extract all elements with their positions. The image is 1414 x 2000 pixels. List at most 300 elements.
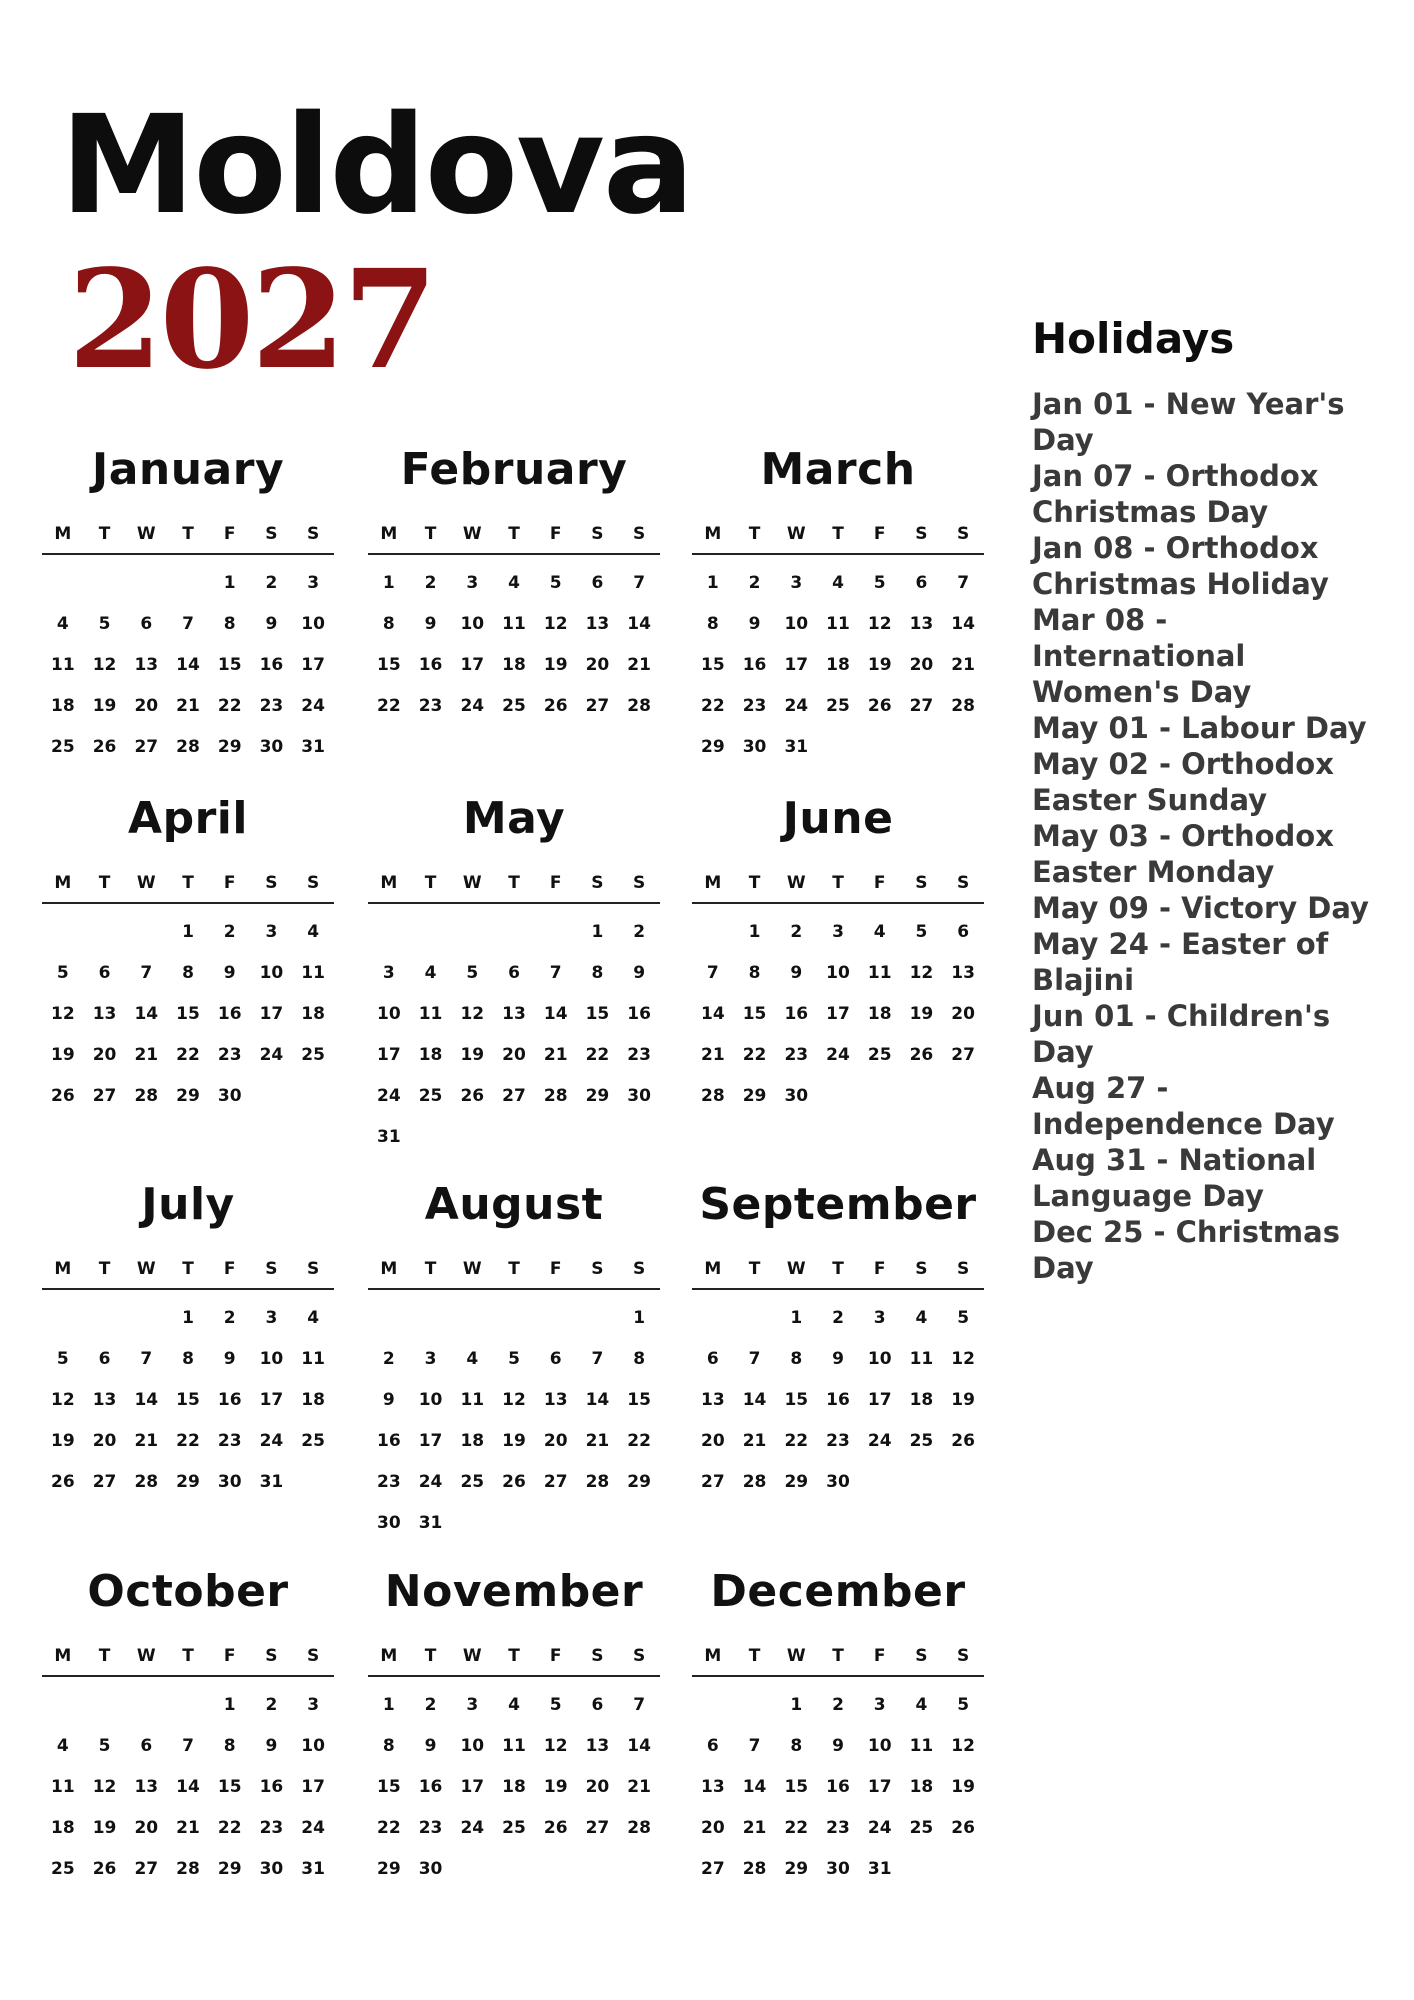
weekday-header <box>42 1259 334 1290</box>
day-cell: 9 <box>265 1736 278 1756</box>
weekday-label: F <box>223 524 236 544</box>
day-cell: 1 <box>790 1308 803 1328</box>
day-cell: 12 <box>867 614 892 634</box>
day-cell: 5 <box>549 1695 562 1715</box>
day-cell: 3 <box>466 573 479 593</box>
month-name: August <box>424 1179 604 1230</box>
day-cell: 8 <box>223 1736 236 1756</box>
day-cell: 6 <box>706 1349 719 1369</box>
day-cell: 5 <box>508 1349 520 1369</box>
day-cell: 30 <box>259 737 284 757</box>
day-cell: 18 <box>909 1390 934 1410</box>
day-cell: 23 <box>826 1431 850 1451</box>
day-cell: 4 <box>832 573 844 593</box>
day-cell: 15 <box>742 1004 767 1024</box>
day-cell: 25 <box>909 1431 934 1451</box>
day-cell: 2 <box>223 1308 236 1328</box>
holiday-item: May 03 - Orthodox Easter Monday <box>1032 819 1334 889</box>
day-cell: 8 <box>748 963 761 983</box>
day-cell: 30 <box>826 1472 850 1492</box>
day-cell: 18 <box>502 1777 526 1797</box>
day-cell: 9 <box>832 1736 844 1756</box>
day-cell: 29 <box>217 737 242 757</box>
day-cell: 6 <box>508 963 520 983</box>
day-cell: 12 <box>543 614 568 634</box>
day-grid <box>692 912 984 1117</box>
day-cell: 15 <box>176 1004 200 1024</box>
empty-day-cell <box>692 1298 734 1339</box>
weekday-label: S <box>957 524 970 544</box>
day-cell: 19 <box>867 655 892 675</box>
day-cell: 6 <box>98 1349 111 1369</box>
weekday-label: S <box>265 873 278 893</box>
day-cell: 12 <box>460 1004 485 1024</box>
day-cell: 8 <box>790 1736 803 1756</box>
weekday-label: F <box>873 873 886 893</box>
weekday-label: S <box>591 1259 604 1279</box>
empty-day-cell <box>84 563 126 604</box>
month-name: February <box>400 444 628 495</box>
day-cell: 7 <box>706 963 719 983</box>
day-cell: 8 <box>382 1736 395 1756</box>
day-cell: 1 <box>382 1695 395 1715</box>
day-cell: 14 <box>951 614 975 634</box>
day-cell: 13 <box>701 1777 725 1797</box>
day-grid <box>42 1298 334 1503</box>
day-cell: 4 <box>56 614 69 634</box>
day-cell: 20 <box>543 1431 568 1451</box>
holiday-list <box>1032 386 1382 1286</box>
day-cell: 16 <box>627 1004 651 1024</box>
day-cell: 23 <box>627 1045 651 1065</box>
empty-day-cell <box>42 1298 84 1339</box>
month-april <box>42 793 334 1117</box>
month-name: October <box>87 1566 289 1617</box>
weekday-label: S <box>265 524 278 544</box>
day-cell: 26 <box>51 1086 75 1106</box>
holiday-item: Dec 25 - Christmas Day <box>1032 1215 1340 1285</box>
day-cell: 18 <box>826 655 850 675</box>
day-cell: 25 <box>826 696 850 716</box>
day-cell: 29 <box>377 1859 401 1879</box>
day-cell: 12 <box>92 655 117 675</box>
day-cell: 30 <box>784 1086 809 1106</box>
day-cell: 13 <box>585 1736 610 1756</box>
weekday-label: M <box>380 1259 398 1279</box>
day-cell: 6 <box>549 1349 562 1369</box>
day-cell: 14 <box>134 1390 159 1410</box>
day-cell: 25 <box>909 1818 934 1838</box>
day-cell: 11 <box>51 1777 75 1797</box>
day-cell: 26 <box>502 1472 526 1492</box>
day-cell: 5 <box>98 614 111 634</box>
day-cell: 20 <box>585 655 610 675</box>
day-cell: 23 <box>217 1045 242 1065</box>
day-cell: 6 <box>591 573 604 593</box>
day-cell: 4 <box>915 1308 928 1328</box>
day-cell: 3 <box>265 1308 278 1328</box>
day-cell: 23 <box>259 1818 284 1838</box>
day-cell: 14 <box>585 1390 610 1410</box>
empty-day-cell <box>493 912 535 953</box>
holidays-panel <box>1032 314 1382 1286</box>
day-cell: 15 <box>176 1390 200 1410</box>
weekday-label: M <box>380 524 398 544</box>
holiday-item: May 24 - Easter of Blajini <box>1032 927 1329 997</box>
weekday-label: S <box>957 873 970 893</box>
day-grid <box>368 1685 660 1890</box>
weekday-header <box>368 1646 660 1677</box>
holiday-item: May 09 - Victory Day <box>1032 891 1369 925</box>
day-cell: 9 <box>382 1390 395 1410</box>
day-cell: 26 <box>543 1818 568 1838</box>
day-cell: 5 <box>957 1308 970 1328</box>
weekday-label: S <box>307 873 320 893</box>
day-cell: 20 <box>92 1045 117 1065</box>
day-cell: 12 <box>951 1349 975 1369</box>
day-cell: 4 <box>424 963 437 983</box>
weekday-header <box>692 1259 984 1290</box>
day-cell: 1 <box>223 573 236 593</box>
day-cell: 19 <box>92 696 117 716</box>
day-cell: 15 <box>377 655 401 675</box>
day-cell: 24 <box>460 696 485 716</box>
day-cell: 13 <box>909 614 934 634</box>
day-cell: 22 <box>784 1818 809 1838</box>
day-cell: 24 <box>867 1431 892 1451</box>
weekday-label: F <box>873 1646 886 1666</box>
weekday-label: W <box>462 1646 482 1666</box>
month-name: April <box>128 793 248 844</box>
empty-day-cell <box>42 563 84 604</box>
day-cell: 25 <box>418 1086 443 1106</box>
day-cell: 15 <box>627 1390 651 1410</box>
empty-day-cell <box>734 1685 776 1726</box>
day-cell: 27 <box>92 1086 117 1106</box>
day-cell: 8 <box>706 614 719 634</box>
day-cell: 23 <box>418 696 443 716</box>
day-cell: 1 <box>182 922 194 942</box>
day-cell: 19 <box>460 1045 485 1065</box>
weekday-label: T <box>748 1259 761 1279</box>
day-cell: 19 <box>909 1004 934 1024</box>
day-cell: 16 <box>418 655 443 675</box>
month-february <box>368 444 660 727</box>
day-cell: 14 <box>176 655 200 675</box>
day-cell: 22 <box>217 1818 242 1838</box>
day-cell: 18 <box>51 696 75 716</box>
day-cell: 4 <box>508 1695 520 1715</box>
day-cell: 1 <box>633 1308 646 1328</box>
day-cell: 18 <box>301 1004 325 1024</box>
day-cell: 27 <box>92 1472 117 1492</box>
day-cell: 11 <box>909 1349 934 1369</box>
day-cell: 3 <box>832 922 844 942</box>
day-cell: 14 <box>134 1004 159 1024</box>
weekday-label: M <box>704 1646 722 1666</box>
day-cell: 25 <box>301 1045 325 1065</box>
day-cell: 22 <box>176 1045 200 1065</box>
empty-day-cell <box>692 912 734 953</box>
day-cell: 16 <box>217 1004 242 1024</box>
day-cell: 30 <box>742 737 767 757</box>
month-december <box>692 1566 984 1890</box>
day-cell: 26 <box>543 696 568 716</box>
day-cell: 29 <box>742 1086 767 1106</box>
day-cell: 10 <box>867 1349 892 1369</box>
day-cell: 12 <box>92 1777 117 1797</box>
day-cell: 26 <box>867 696 892 716</box>
day-cell: 17 <box>460 1777 485 1797</box>
day-cell: 28 <box>543 1086 568 1106</box>
day-cell: 1 <box>706 573 719 593</box>
empty-day-cell <box>42 912 84 953</box>
empty-day-cell <box>451 1298 493 1339</box>
day-grid <box>692 563 984 768</box>
day-cell: 14 <box>627 614 651 634</box>
day-cell: 16 <box>259 655 284 675</box>
day-cell: 19 <box>92 1818 117 1838</box>
weekday-label: T <box>832 1646 844 1666</box>
day-cell: 2 <box>265 1695 278 1715</box>
day-cell: 29 <box>176 1086 200 1106</box>
month-july <box>42 1179 334 1503</box>
day-cell: 27 <box>585 1818 610 1838</box>
day-cell: 20 <box>134 1818 159 1838</box>
day-cell: 27 <box>134 1859 159 1879</box>
empty-day-cell <box>167 1685 209 1726</box>
day-cell: 3 <box>424 1349 437 1369</box>
day-cell: 9 <box>265 614 278 634</box>
day-cell: 24 <box>259 1431 284 1451</box>
month-name: March <box>760 444 916 495</box>
weekday-header <box>42 1646 334 1677</box>
day-cell: 30 <box>217 1472 242 1492</box>
day-cell: 22 <box>377 696 401 716</box>
day-cell: 30 <box>217 1086 242 1106</box>
day-cell: 26 <box>51 1472 75 1492</box>
weekday-label: F <box>549 524 562 544</box>
empty-day-cell <box>410 912 452 953</box>
day-cell: 14 <box>742 1777 767 1797</box>
weekday-label: T <box>748 524 761 544</box>
weekday-label: S <box>265 1259 278 1279</box>
day-cell: 28 <box>951 696 975 716</box>
day-cell: 28 <box>742 1859 767 1879</box>
empty-day-cell <box>84 1685 126 1726</box>
day-cell: 17 <box>377 1045 401 1065</box>
day-grid <box>42 912 334 1117</box>
day-cell: 6 <box>706 1736 719 1756</box>
month-may <box>368 793 660 1158</box>
day-cell: 11 <box>460 1390 485 1410</box>
day-cell: 25 <box>460 1472 485 1492</box>
day-grid <box>368 1298 660 1544</box>
day-cell: 28 <box>176 1859 200 1879</box>
day-cell: 4 <box>307 922 320 942</box>
empty-day-cell <box>577 1298 619 1339</box>
day-cell: 14 <box>742 1390 767 1410</box>
weekday-label: M <box>380 873 398 893</box>
weekday-label: T <box>182 873 194 893</box>
weekday-header <box>368 524 660 555</box>
empty-day-cell <box>535 1298 577 1339</box>
weekday-label: S <box>915 1259 928 1279</box>
weekday-label: T <box>508 1646 520 1666</box>
day-cell: 13 <box>92 1390 117 1410</box>
day-cell: 28 <box>742 1472 767 1492</box>
day-cell: 21 <box>742 1818 767 1838</box>
day-cell: 28 <box>627 1818 651 1838</box>
day-cell: 18 <box>460 1431 485 1451</box>
day-cell: 18 <box>301 1390 325 1410</box>
day-cell: 2 <box>265 573 278 593</box>
day-cell: 2 <box>790 922 803 942</box>
weekday-label: S <box>957 1259 970 1279</box>
weekday-header <box>42 873 334 904</box>
day-grid <box>42 1685 334 1890</box>
weekday-label: T <box>182 524 194 544</box>
year-title: 2027 <box>68 240 435 400</box>
weekday-label: W <box>136 1646 156 1666</box>
day-cell: 13 <box>585 614 610 634</box>
day-cell: 24 <box>867 1818 892 1838</box>
day-cell: 11 <box>418 1004 443 1024</box>
day-grid <box>368 912 660 1158</box>
weekday-header <box>692 1646 984 1677</box>
day-cell: 22 <box>377 1818 401 1838</box>
day-cell: 17 <box>867 1390 892 1410</box>
day-cell: 10 <box>301 614 325 634</box>
day-cell: 1 <box>790 1695 803 1715</box>
day-cell: 10 <box>377 1004 401 1024</box>
day-cell: 9 <box>424 1736 437 1756</box>
day-cell: 22 <box>701 696 725 716</box>
day-cell: 24 <box>826 1045 850 1065</box>
day-cell: 15 <box>377 1777 401 1797</box>
empty-day-cell <box>84 912 126 953</box>
day-cell: 31 <box>418 1513 443 1533</box>
day-cell: 11 <box>51 655 75 675</box>
day-cell: 11 <box>909 1736 934 1756</box>
weekday-label: T <box>508 873 520 893</box>
day-cell: 10 <box>259 963 284 983</box>
day-cell: 16 <box>418 1777 443 1797</box>
day-cell: 16 <box>826 1777 850 1797</box>
day-cell: 27 <box>585 696 610 716</box>
day-cell: 24 <box>784 696 809 716</box>
day-cell: 24 <box>301 696 325 716</box>
weekday-label: W <box>462 524 482 544</box>
day-cell: 26 <box>951 1818 975 1838</box>
month-name: January <box>91 444 285 495</box>
day-cell: 21 <box>627 655 651 675</box>
day-cell: 21 <box>585 1431 610 1451</box>
day-cell: 8 <box>591 963 604 983</box>
day-cell: 11 <box>502 614 526 634</box>
month-june <box>692 793 984 1117</box>
day-cell: 1 <box>591 922 604 942</box>
day-cell: 2 <box>382 1349 395 1369</box>
day-cell: 18 <box>502 655 526 675</box>
day-cell: 9 <box>223 963 236 983</box>
day-cell: 6 <box>140 1736 153 1756</box>
month-november <box>368 1566 660 1890</box>
weekday-label: M <box>704 524 722 544</box>
day-cell: 7 <box>140 1349 153 1369</box>
day-cell: 15 <box>701 655 725 675</box>
weekday-label: S <box>307 1259 320 1279</box>
day-cell: 22 <box>585 1045 610 1065</box>
day-cell: 9 <box>832 1349 844 1369</box>
empty-day-cell <box>493 1298 535 1339</box>
day-cell: 21 <box>701 1045 725 1065</box>
day-cell: 6 <box>957 922 970 942</box>
day-cell: 17 <box>867 1777 892 1797</box>
month-name: December <box>710 1566 966 1617</box>
empty-day-cell <box>42 1685 84 1726</box>
day-cell: 24 <box>301 1818 325 1838</box>
day-cell: 10 <box>826 963 850 983</box>
weekday-label: S <box>265 1646 278 1666</box>
day-cell: 20 <box>701 1431 725 1451</box>
day-cell: 20 <box>701 1818 725 1838</box>
page-title: Moldova <box>60 87 693 245</box>
day-cell: 17 <box>259 1390 284 1410</box>
day-cell: 15 <box>217 655 242 675</box>
weekday-label: M <box>54 873 72 893</box>
day-cell: 22 <box>627 1431 651 1451</box>
day-cell: 21 <box>627 1777 651 1797</box>
day-cell: 31 <box>867 1859 892 1879</box>
day-cell: 10 <box>301 1736 325 1756</box>
day-cell: 12 <box>543 1736 568 1756</box>
day-cell: 30 <box>418 1859 443 1879</box>
weekday-label: M <box>704 873 722 893</box>
day-cell: 8 <box>633 1349 646 1369</box>
holiday-item: May 02 - Orthodox Easter Sunday <box>1032 747 1334 817</box>
day-cell: 2 <box>832 1695 844 1715</box>
day-cell: 19 <box>951 1390 975 1410</box>
day-cell: 20 <box>92 1431 117 1451</box>
day-cell: 15 <box>217 1777 242 1797</box>
day-cell: 5 <box>56 1349 69 1369</box>
day-cell: 1 <box>382 573 395 593</box>
holiday-item: Jan 07 - Orthodox Christmas Day <box>1032 459 1319 529</box>
weekday-label: T <box>182 1646 194 1666</box>
weekday-header <box>42 524 334 555</box>
weekday-label: M <box>54 1259 72 1279</box>
day-cell: 31 <box>259 1472 284 1492</box>
weekday-label: M <box>704 1259 722 1279</box>
holiday-item: Mar 08 - International Women's Day <box>1032 603 1252 709</box>
day-cell: 4 <box>915 1695 928 1715</box>
weekday-label: T <box>98 873 111 893</box>
day-cell: 28 <box>627 696 651 716</box>
day-cell: 25 <box>502 1818 526 1838</box>
weekday-label: W <box>786 873 806 893</box>
day-cell: 27 <box>951 1045 975 1065</box>
month-name: November <box>384 1566 644 1617</box>
day-cell: 13 <box>701 1390 725 1410</box>
day-cell: 20 <box>909 655 934 675</box>
weekday-label: M <box>380 1646 398 1666</box>
holiday-item: Jun 01 - Children's Day <box>1032 999 1331 1069</box>
day-cell: 25 <box>51 737 75 757</box>
weekday-label: S <box>633 873 646 893</box>
day-cell: 21 <box>742 1431 767 1451</box>
day-cell: 5 <box>466 963 479 983</box>
